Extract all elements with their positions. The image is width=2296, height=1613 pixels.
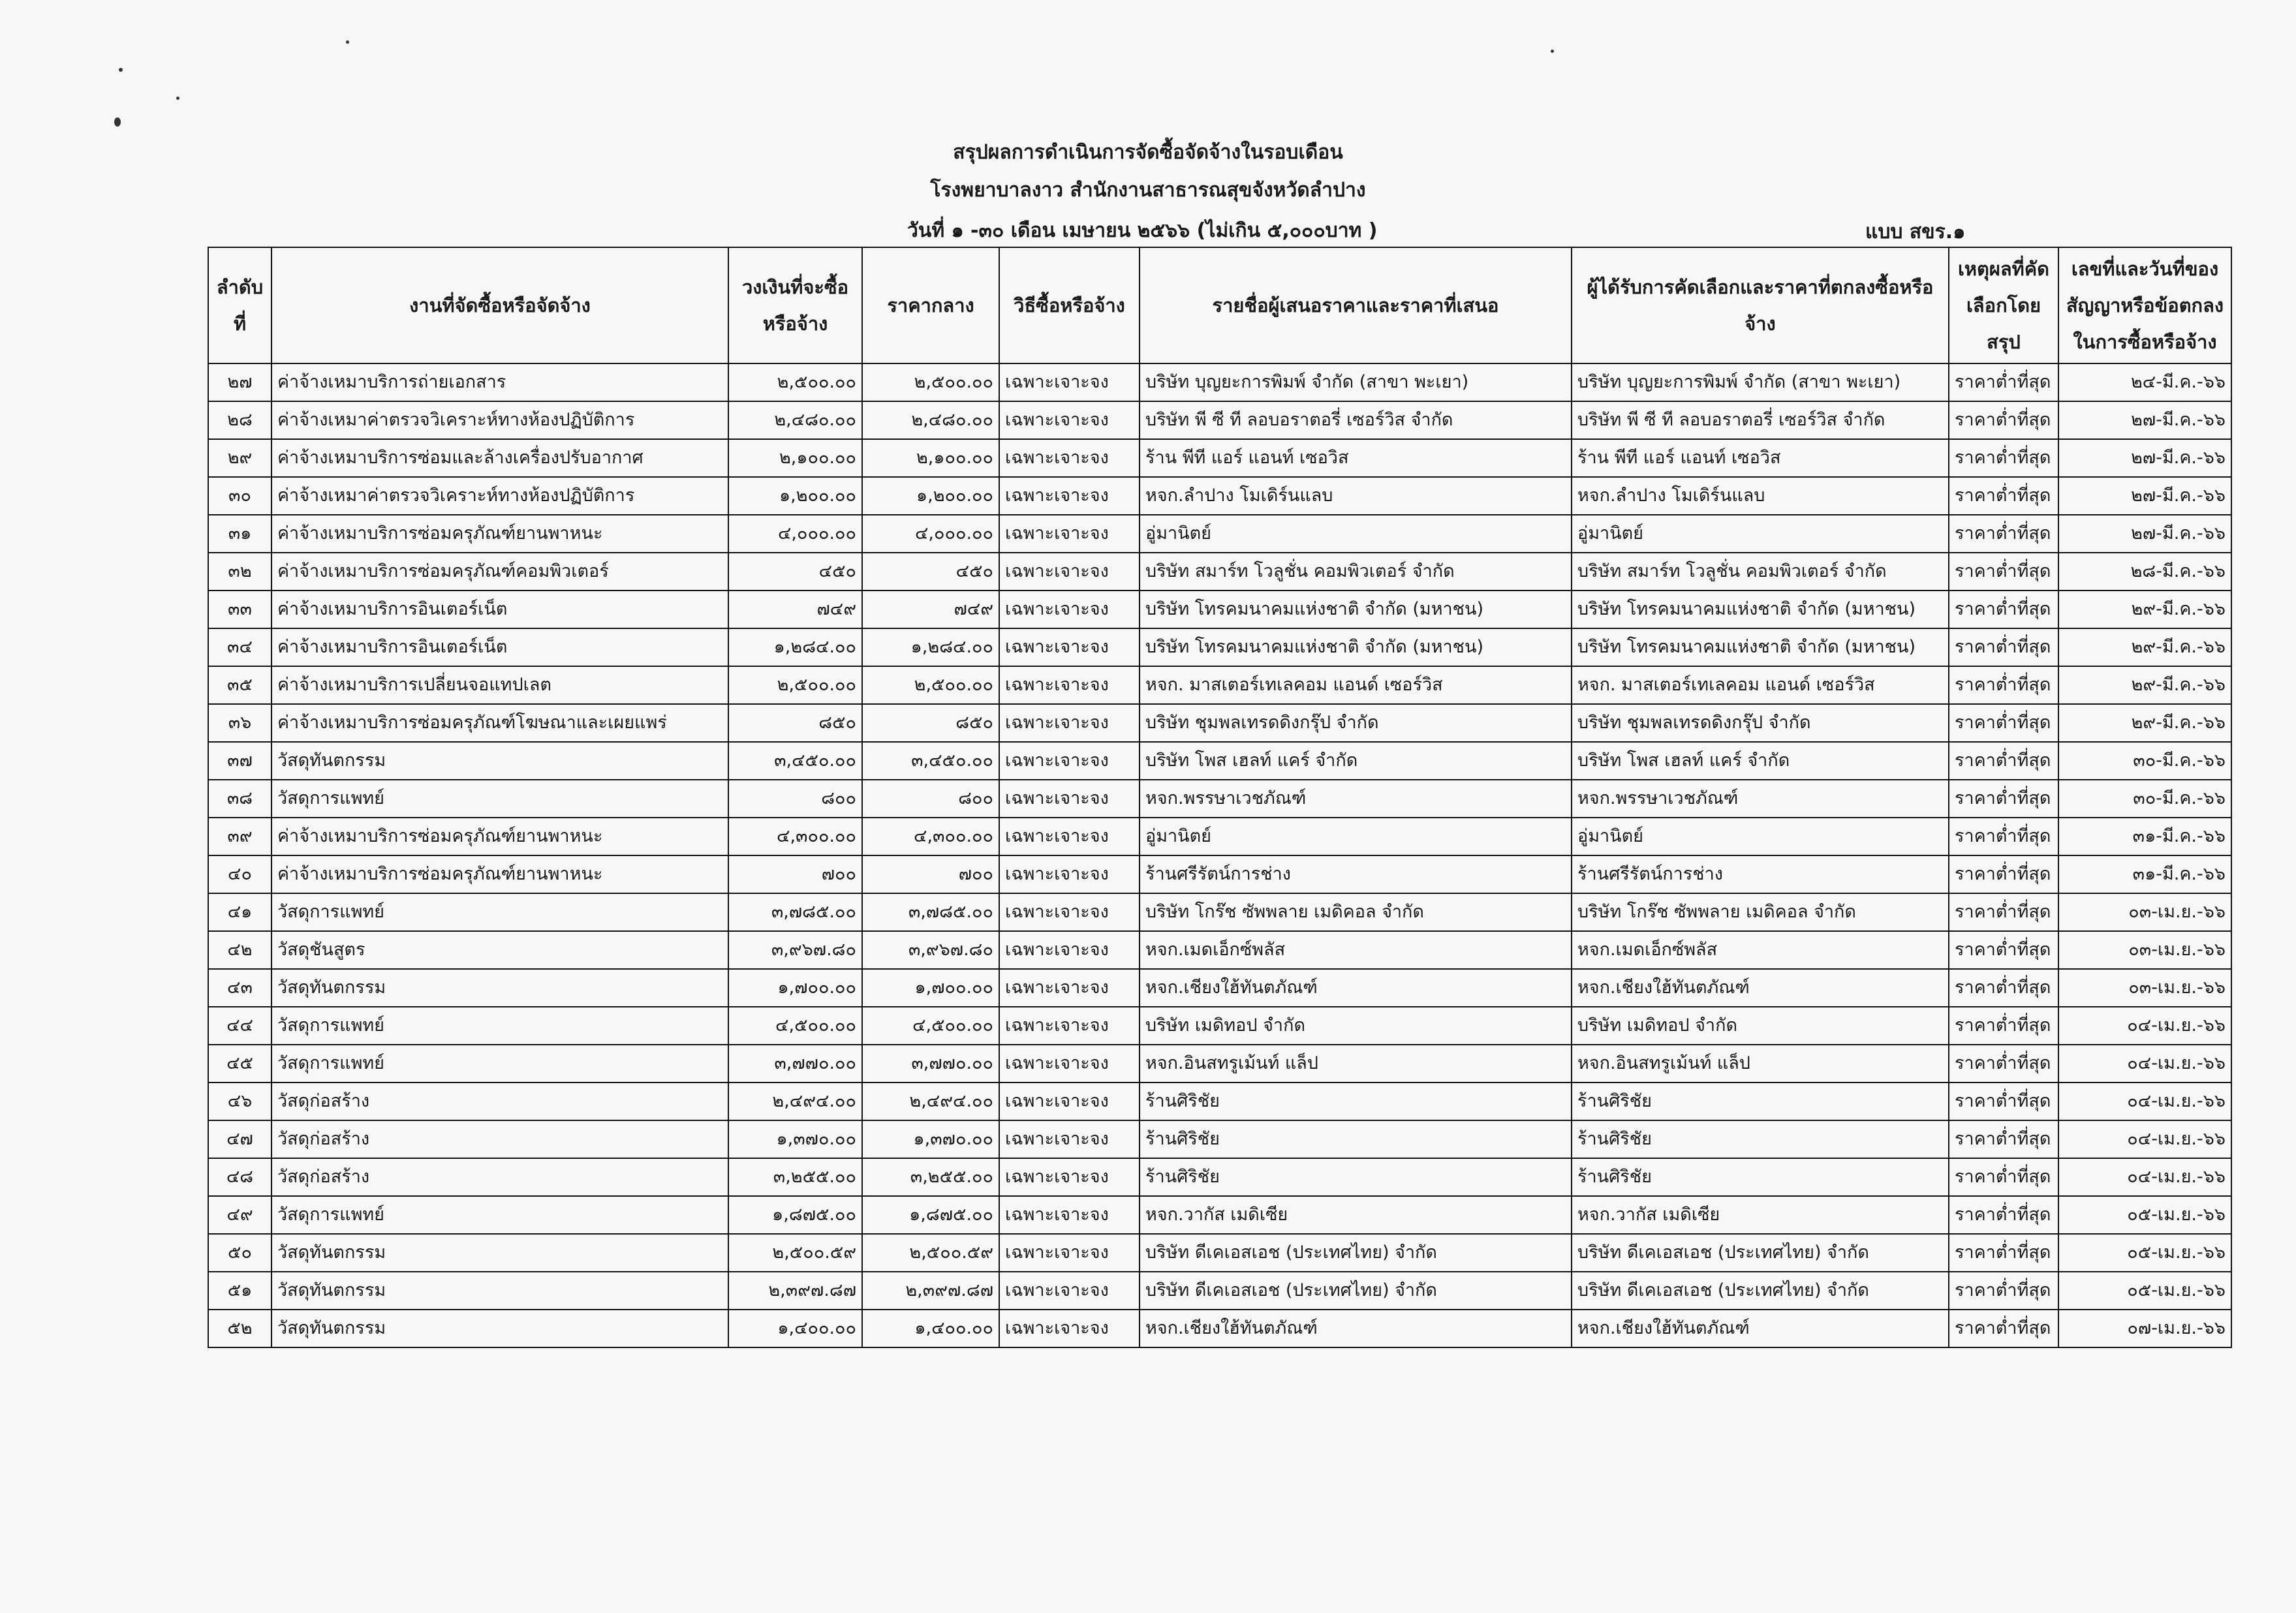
column-header: ราคากลาง <box>862 247 999 363</box>
selection-reason: ราคาต่ำที่สุด <box>1949 1158 2058 1196</box>
procurement-item: วัสดุก่อสร้าง <box>271 1120 728 1158</box>
table-row <box>208 515 2231 553</box>
row-number: ๓๒ <box>208 553 271 591</box>
selected-vendor-and-price: ร้านศิริชัย <box>1572 1158 1949 1196</box>
table-row <box>208 439 2231 477</box>
period-line: วันที่ ๑ -๓๐ เดือน เมษายน ๒๕๖๖ (ไม่เกิน ๕,๐๐๐บาท ) <box>907 219 1378 242</box>
contract-number-date: ๐๔-เม.ย.-๖๖ <box>2058 1007 2231 1045</box>
table-row <box>208 893 2231 931</box>
selected-vendor-and-price: หจก. มาสเตอร์เทเลคอม แอนด์ เซอร์วิส <box>1572 666 1949 704</box>
column-header: งานที่จัดซื้อหรือจัดจ้าง <box>271 247 728 363</box>
column-header: เลขที่และวันที่ของสัญญาหรือข้อตกลงในการซื้อหรือจ้าง <box>2058 247 2231 363</box>
row-number: ๔๗ <box>208 1120 271 1158</box>
table-row <box>208 553 2231 591</box>
reference-price: ๑,๒๘๔.๐๐ <box>862 628 999 666</box>
contract-number-date: ๐๗-เม.ย.-๖๖ <box>2058 1310 2231 1347</box>
bidders-and-prices: บริษัท ชุมพลเทรดดิงกรุ๊ป จำกัด <box>1140 704 1572 742</box>
column-header: เหตุผลที่คัดเลือกโดยสรุป <box>1949 247 2058 363</box>
bidders-and-prices: บริษัท โกร๊ช ซัพพลาย เมดิคอล จำกัด <box>1140 893 1572 931</box>
procurement-item: วัสดุการแพทย์ <box>271 1045 728 1083</box>
procurement-method: เฉพาะเจาะจง <box>999 931 1140 969</box>
bidders-and-prices: บริษัท ดีเคเอสเอช (ประเทศไทย) จำกัด <box>1140 1272 1572 1310</box>
procurement-method: เฉพาะเจาะจง <box>999 1272 1140 1310</box>
budget-amount: ๓,๗๗๐.๐๐ <box>728 1045 862 1083</box>
selection-reason: ราคาต่ำที่สุด <box>1949 1234 2058 1272</box>
contract-number-date: ๒๔-มี.ค.-๖๖ <box>2058 363 2231 401</box>
reference-price: ๗๔๙ <box>862 591 999 628</box>
procurement-item: วัสดุการแพทย์ <box>271 893 728 931</box>
selected-vendor-and-price: หจก.พรรษาเวชภัณฑ์ <box>1572 780 1949 818</box>
bidders-and-prices: ร้านศิริชัย <box>1140 1158 1572 1196</box>
organization-line: โรงพยาบาลงาว สำนักงานสาธารณสุขจังหวัดลำปาง <box>930 179 1366 202</box>
row-number: ๔๑ <box>208 893 271 931</box>
contract-number-date: ๓๐-มี.ค.-๖๖ <box>2058 780 2231 818</box>
table-row <box>208 780 2231 818</box>
contract-number-date: ๒๙-มี.ค.-๖๖ <box>2058 666 2231 704</box>
row-number: ๓๙ <box>208 818 271 855</box>
procurement-method: เฉพาะเจาะจง <box>999 1196 1140 1234</box>
procurement-method: เฉพาะเจาะจง <box>999 1083 1140 1120</box>
procurement-method: เฉพาะเจาะจง <box>999 1120 1140 1158</box>
budget-amount: ๑,๓๗๐.๐๐ <box>728 1120 862 1158</box>
bidders-and-prices: บริษัท เมดิทอป จำกัด <box>1140 1007 1572 1045</box>
procurement-item: วัสดุทันตกรรม <box>271 969 728 1007</box>
procurement-item: วัสดุชันสูตร <box>271 931 728 969</box>
row-number: ๓๐ <box>208 477 271 515</box>
reference-price: ๒,๔๘๐.๐๐ <box>862 401 999 439</box>
table-row <box>208 628 2231 666</box>
selected-vendor-and-price: หจก.อินสทรูเม้นท์ แล็ป <box>1572 1045 1949 1083</box>
table-row <box>208 1272 2231 1310</box>
selected-vendor-and-price: หจก.เชียงใฮ้ทันตภัณฑ์ <box>1572 1310 1949 1347</box>
procurement-method: เฉพาะเจาะจง <box>999 1007 1140 1045</box>
budget-amount: ๘๐๐ <box>728 780 862 818</box>
procurement-method: เฉพาะเจาะจง <box>999 780 1140 818</box>
procurement-item: ค่าจ้างเหมาบริการซ่อมครุภัณฑ์คอมพิวเตอร์ <box>271 553 728 591</box>
selection-reason: ราคาต่ำที่สุด <box>1949 553 2058 591</box>
reference-price: ๓,๒๕๕.๐๐ <box>862 1158 999 1196</box>
bidders-and-prices: บริษัท สมาร์ท โวลูชั่น คอมพิวเตอร์ จำกัด <box>1140 553 1572 591</box>
contract-number-date: ๒๗-มี.ค.-๖๖ <box>2058 515 2231 553</box>
contract-number-date: ๒๙-มี.ค.-๖๖ <box>2058 704 2231 742</box>
reference-price: ๘๐๐ <box>862 780 999 818</box>
reference-price: ๒,๑๐๐.๐๐ <box>862 439 999 477</box>
selected-vendor-and-price: บริษัท โทรคมนาคมแห่งชาติ จำกัด (มหาชน) <box>1572 628 1949 666</box>
selection-reason: ราคาต่ำที่สุด <box>1949 628 2058 666</box>
selected-vendor-and-price: อู่มานิตย์ <box>1572 818 1949 855</box>
selection-reason: ราคาต่ำที่สุด <box>1949 363 2058 401</box>
bidders-and-prices: บริษัท ดีเคเอสเอช (ประเทศไทย) จำกัด <box>1140 1234 1572 1272</box>
budget-amount: ๑,๔๐๐.๐๐ <box>728 1310 862 1347</box>
procurement-method: เฉพาะเจาะจง <box>999 1310 1140 1347</box>
selected-vendor-and-price: หจก.ลำปาง โมเดิร์นแลบ <box>1572 477 1949 515</box>
bidders-and-prices: หจก.ลำปาง โมเดิร์นแลบ <box>1140 477 1572 515</box>
procurement-item: ค่าจ้างเหมาบริการถ่ายเอกสาร <box>271 363 728 401</box>
bidders-and-prices: ร้านศิริชัย <box>1140 1083 1572 1120</box>
selected-vendor-and-price: บริษัท บุญยะการพิมพ์ จำกัด (สาขา พะเยา) <box>1572 363 1949 401</box>
contract-number-date: ๐๕-เม.ย.-๖๖ <box>2058 1196 2231 1234</box>
row-number: ๔๔ <box>208 1007 271 1045</box>
budget-amount: ๓,๔๕๐.๐๐ <box>728 742 862 780</box>
row-number: ๔๖ <box>208 1083 271 1120</box>
selection-reason: ราคาต่ำที่สุด <box>1949 1310 2058 1347</box>
bidders-and-prices: หจก.อินสทรูเม้นท์ แล็ป <box>1140 1045 1572 1083</box>
reference-price: ๓,๗๘๕.๐๐ <box>862 893 999 931</box>
contract-number-date: ๒๗-มี.ค.-๖๖ <box>2058 401 2231 439</box>
reference-price: ๒,๔๙๔.๐๐ <box>862 1083 999 1120</box>
selected-vendor-and-price: บริษัท ดีเคเอสเอช (ประเทศไทย) จำกัด <box>1572 1272 1949 1310</box>
selection-reason: ราคาต่ำที่สุด <box>1949 1045 2058 1083</box>
selected-vendor-and-price: บริษัท โทรคมนาคมแห่งชาติ จำกัด (มหาชน) <box>1572 591 1949 628</box>
selection-reason: ราคาต่ำที่สุด <box>1949 666 2058 704</box>
row-number: ๒๘ <box>208 401 271 439</box>
reference-price: ๗๐๐ <box>862 855 999 893</box>
bidders-and-prices: หจก.เชียงใฮ้ทันตภัณฑ์ <box>1140 1310 1572 1347</box>
selected-vendor-and-price: หจก.เชียงใฮ้ทันตภัณฑ์ <box>1572 969 1949 1007</box>
contract-number-date: ๐๔-เม.ย.-๖๖ <box>2058 1120 2231 1158</box>
contract-number-date: ๐๓-เม.ย.-๖๖ <box>2058 969 2231 1007</box>
scan-speck <box>176 97 179 100</box>
table-row <box>208 1120 2231 1158</box>
scan-speck <box>114 117 121 127</box>
reference-price: ๔๕๐ <box>862 553 999 591</box>
procurement-method: เฉพาะเจาะจง <box>999 515 1140 553</box>
bidders-and-prices: อู่มานิตย์ <box>1140 818 1572 855</box>
selected-vendor-and-price: ร้านศิริชัย <box>1572 1120 1949 1158</box>
scan-speck <box>346 40 349 44</box>
procurement-method: เฉพาะเจาะจง <box>999 553 1140 591</box>
selected-vendor-and-price: ร้านศรีรัตน์การช่าง <box>1572 855 1949 893</box>
procurement-method: เฉพาะเจาะจง <box>999 477 1140 515</box>
table-header-row <box>208 247 2231 363</box>
procurement-method: เฉพาะเจาะจง <box>999 439 1140 477</box>
budget-amount: ๒,๔๙๔.๐๐ <box>728 1083 862 1120</box>
selection-reason: ราคาต่ำที่สุด <box>1949 515 2058 553</box>
row-number: ๕๐ <box>208 1234 271 1272</box>
table-row <box>208 666 2231 704</box>
procurement-item: วัสดุทันตกรรม <box>271 1272 728 1310</box>
procurement-method: เฉพาะเจาะจง <box>999 969 1140 1007</box>
procurement-item: วัสดุก่อสร้าง <box>271 1158 728 1196</box>
table-body <box>208 363 2231 1347</box>
row-number: ๕๒ <box>208 1310 271 1347</box>
procurement-item: ค่าจ้างเหมาค่าตรวจวิเคราะห์ทางห้องปฏิบัติการ <box>271 401 728 439</box>
table-row <box>208 818 2231 855</box>
row-number: ๔๙ <box>208 1196 271 1234</box>
selection-reason: ราคาต่ำที่สุด <box>1949 969 2058 1007</box>
table-row <box>208 363 2231 401</box>
procurement-method: เฉพาะเจาะจง <box>999 742 1140 780</box>
form-code: แบบ สขร.๑ <box>1865 221 1966 243</box>
row-number: ๓๗ <box>208 742 271 780</box>
procurement-method: เฉพาะเจาะจง <box>999 704 1140 742</box>
table-row <box>208 401 2231 439</box>
selected-vendor-and-price: ร้านศิริชัย <box>1572 1083 1949 1120</box>
procurement-item: วัสดุการแพทย์ <box>271 1007 728 1045</box>
bidders-and-prices: อู่มานิตย์ <box>1140 515 1572 553</box>
procurement-method: เฉพาะเจาะจง <box>999 818 1140 855</box>
budget-amount: ๑,๗๐๐.๐๐ <box>728 969 862 1007</box>
selected-vendor-and-price: ร้าน พีที แอร์ แอนท์ เซอวิส <box>1572 439 1949 477</box>
selected-vendor-and-price: บริษัท ชุมพลเทรดดิงกรุ๊ป จำกัด <box>1572 704 1949 742</box>
row-number: ๔๕ <box>208 1045 271 1083</box>
procurement-method: เฉพาะเจาะจง <box>999 666 1140 704</box>
selected-vendor-and-price: บริษัท โกร๊ช ซัพพลาย เมดิคอล จำกัด <box>1572 893 1949 931</box>
selected-vendor-and-price: บริษัท ดีเคเอสเอช (ประเทศไทย) จำกัด <box>1572 1234 1949 1272</box>
bidders-and-prices: ร้านศิริชัย <box>1140 1120 1572 1158</box>
selection-reason: ราคาต่ำที่สุด <box>1949 401 2058 439</box>
bidders-and-prices: หจก. มาสเตอร์เทเลคอม แอนด์ เซอร์วิส <box>1140 666 1572 704</box>
procurement-item: ค่าจ้างเหมาบริการอินเตอร์เน็ต <box>271 591 728 628</box>
table-row <box>208 855 2231 893</box>
table-row <box>208 1158 2231 1196</box>
contract-number-date: ๓๐-มี.ค.-๖๖ <box>2058 742 2231 780</box>
bidders-and-prices: บริษัท โทรคมนาคมแห่งชาติ จำกัด (มหาชน) <box>1140 628 1572 666</box>
report-title: สรุปผลการดำเนินการจัดซื้อจัดจ้างในรอบเดือน <box>953 141 1343 164</box>
table-row <box>208 742 2231 780</box>
selected-vendor-and-price: หจก.วากัส เมดิเซีย <box>1572 1196 1949 1234</box>
budget-amount: ๑,๘๗๕.๐๐ <box>728 1196 862 1234</box>
column-header: วงเงินที่จะซื้อหรือจ้าง <box>728 247 862 363</box>
procurement-item: วัสดุการแพทย์ <box>271 780 728 818</box>
selection-reason: ราคาต่ำที่สุด <box>1949 1083 2058 1120</box>
reference-price: ๓,๙๖๗.๘๐ <box>862 931 999 969</box>
row-number: ๕๑ <box>208 1272 271 1310</box>
contract-number-date: ๒๗-มี.ค.-๖๖ <box>2058 477 2231 515</box>
contract-number-date: ๐๓-เม.ย.-๖๖ <box>2058 931 2231 969</box>
contract-number-date: ๒๘-มี.ค.-๖๖ <box>2058 553 2231 591</box>
row-number: ๔๒ <box>208 931 271 969</box>
bidders-and-prices: หจก.เมดเอ็กซ์พลัส <box>1140 931 1572 969</box>
reference-price: ๔,๕๐๐.๐๐ <box>862 1007 999 1045</box>
table-row <box>208 1045 2231 1083</box>
procurement-method: เฉพาะเจาะจง <box>999 628 1140 666</box>
budget-amount: ๔๕๐ <box>728 553 862 591</box>
row-number: ๔๓ <box>208 969 271 1007</box>
procurement-item: ค่าจ้างเหมาบริการเปลี่ยนจอแทปเลต <box>271 666 728 704</box>
table-row <box>208 1234 2231 1272</box>
procurement-item: ค่าจ้างเหมาบริการซ่อมและล้างเครื่องปรับอากาศ <box>271 439 728 477</box>
row-number: ๔๐ <box>208 855 271 893</box>
budget-amount: ๒,๕๐๐.๕๙ <box>728 1234 862 1272</box>
procurement-item: ค่าจ้างเหมาบริการอินเตอร์เน็ต <box>271 628 728 666</box>
reference-price: ๒,๕๐๐.๐๐ <box>862 363 999 401</box>
selected-vendor-and-price: หจก.เมดเอ็กซ์พลัส <box>1572 931 1949 969</box>
contract-number-date: ๐๔-เม.ย.-๖๖ <box>2058 1158 2231 1196</box>
contract-number-date: ๐๕-เม.ย.-๖๖ <box>2058 1234 2231 1272</box>
column-header: วิธีซื้อหรือจ้าง <box>999 247 1140 363</box>
selection-reason: ราคาต่ำที่สุด <box>1949 1196 2058 1234</box>
contract-number-date: ๒๙-มี.ค.-๖๖ <box>2058 591 2231 628</box>
selected-vendor-and-price: บริษัท โพส เฮลท์ แคร์ จำกัด <box>1572 742 1949 780</box>
table-row <box>208 931 2231 969</box>
reference-price: ๔,๐๐๐.๐๐ <box>862 515 999 553</box>
procurement-item: วัสดุก่อสร้าง <box>271 1083 728 1120</box>
reference-price: ๑,๘๗๕.๐๐ <box>862 1196 999 1234</box>
selection-reason: ราคาต่ำที่สุด <box>1949 780 2058 818</box>
reference-price: ๒,๓๙๗.๘๗ <box>862 1272 999 1310</box>
selection-reason: ราคาต่ำที่สุด <box>1949 704 2058 742</box>
procurement-method: เฉพาะเจาะจง <box>999 591 1140 628</box>
budget-amount: ๘๕๐ <box>728 704 862 742</box>
budget-amount: ๗๔๙ <box>728 591 862 628</box>
reference-price: ๔,๓๐๐.๐๐ <box>862 818 999 855</box>
table-row <box>208 704 2231 742</box>
contract-number-date: ๐๕-เม.ย.-๖๖ <box>2058 1272 2231 1310</box>
selection-reason: ราคาต่ำที่สุด <box>1949 1272 2058 1310</box>
table-row <box>208 1196 2231 1234</box>
column-header: ผู้ได้รับการคัดเลือกและราคาที่ตกลงซื้อหรือจ้าง <box>1572 247 1949 363</box>
procurement-item: วัสดุทันตกรรม <box>271 1310 728 1347</box>
contract-number-date: ๒๗-มี.ค.-๖๖ <box>2058 439 2231 477</box>
budget-amount: ๔,๓๐๐.๐๐ <box>728 818 862 855</box>
procurement-method: เฉพาะเจาะจง <box>999 893 1140 931</box>
table-row <box>208 477 2231 515</box>
reference-price: ๘๕๐ <box>862 704 999 742</box>
procurement-item: ค่าจ้างเหมาบริการซ่อมครุภัณฑ์โฆษณาและเผยแพร่ <box>271 704 728 742</box>
procurement-method: เฉพาะเจาะจง <box>999 1158 1140 1196</box>
budget-amount: ๓,๒๕๕.๐๐ <box>728 1158 862 1196</box>
procurement-method: เฉพาะเจาะจง <box>999 1234 1140 1272</box>
selection-reason: ราคาต่ำที่สุด <box>1949 855 2058 893</box>
procurement-table <box>208 247 2232 1348</box>
procurement-item: ค่าจ้างเหมาบริการซ่อมครุภัณฑ์ยานพาหนะ <box>271 855 728 893</box>
selection-reason: ราคาต่ำที่สุด <box>1949 931 2058 969</box>
row-number: ๓๘ <box>208 780 271 818</box>
procurement-item: ค่าจ้างเหมาบริการซ่อมครุภัณฑ์ยานพาหนะ <box>271 515 728 553</box>
selection-reason: ราคาต่ำที่สุด <box>1949 1120 2058 1158</box>
reference-price: ๓,๔๕๐.๐๐ <box>862 742 999 780</box>
row-number: ๒๙ <box>208 439 271 477</box>
selection-reason: ราคาต่ำที่สุด <box>1949 742 2058 780</box>
procurement-method: เฉพาะเจาะจง <box>999 401 1140 439</box>
bidders-and-prices: บริษัท โพส เฮลท์ แคร์ จำกัด <box>1140 742 1572 780</box>
bidders-and-prices: ร้าน พีที แอร์ แอนท์ เซอวิส <box>1140 439 1572 477</box>
bidders-and-prices: บริษัท โทรคมนาคมแห่งชาติ จำกัด (มหาชน) <box>1140 591 1572 628</box>
budget-amount: ๒,๓๙๗.๘๗ <box>728 1272 862 1310</box>
row-number: ๓๔ <box>208 628 271 666</box>
contract-number-date: ๐๔-เม.ย.-๖๖ <box>2058 1045 2231 1083</box>
selection-reason: ราคาต่ำที่สุด <box>1949 818 2058 855</box>
table-row <box>208 591 2231 628</box>
budget-amount: ๒,๕๐๐.๐๐ <box>728 363 862 401</box>
table-row <box>208 1007 2231 1045</box>
contract-number-date: ๓๑-มี.ค.-๖๖ <box>2058 855 2231 893</box>
row-number: ๓๓ <box>208 591 271 628</box>
contract-number-date: ๐๓-เม.ย.-๖๖ <box>2058 893 2231 931</box>
procurement-item: วัสดุทันตกรรม <box>271 742 728 780</box>
bidders-and-prices: ร้านศรีรัตน์การช่าง <box>1140 855 1572 893</box>
reference-price: ๓,๗๗๐.๐๐ <box>862 1045 999 1083</box>
selected-vendor-and-price: บริษัท สมาร์ท โวลูชั่น คอมพิวเตอร์ จำกัด <box>1572 553 1949 591</box>
budget-amount: ๓,๗๘๕.๐๐ <box>728 893 862 931</box>
selection-reason: ราคาต่ำที่สุด <box>1949 1007 2058 1045</box>
procurement-method: เฉพาะเจาะจง <box>999 363 1140 401</box>
reference-price: ๑,๗๐๐.๐๐ <box>862 969 999 1007</box>
bidders-and-prices: บริษัท บุญยะการพิมพ์ จำกัด (สาขา พะเยา) <box>1140 363 1572 401</box>
contract-number-date: ๒๙-มี.ค.-๖๖ <box>2058 628 2231 666</box>
budget-amount: ๑,๒๐๐.๐๐ <box>728 477 862 515</box>
selection-reason: ราคาต่ำที่สุด <box>1949 439 2058 477</box>
column-header: ลำดับที่ <box>208 247 271 363</box>
budget-amount: ๒,๑๐๐.๐๐ <box>728 439 862 477</box>
column-header: รายชื่อผู้เสนอราคาและราคาที่เสนอ <box>1140 247 1572 363</box>
contract-number-date: ๓๑-มี.ค.-๖๖ <box>2058 818 2231 855</box>
row-number: ๓๑ <box>208 515 271 553</box>
bidders-and-prices: หจก.วากัส เมดิเซีย <box>1140 1196 1572 1234</box>
contract-number-date: ๐๔-เม.ย.-๖๖ <box>2058 1083 2231 1120</box>
reference-price: ๒,๕๐๐.๐๐ <box>862 666 999 704</box>
row-number: ๓๖ <box>208 704 271 742</box>
procurement-method: เฉพาะเจาะจง <box>999 855 1140 893</box>
reference-price: ๒,๕๐๐.๕๙ <box>862 1234 999 1272</box>
selected-vendor-and-price: บริษัท พี ซี ที ลอบอราตอรี่ เซอร์วิส จำกัด <box>1572 401 1949 439</box>
budget-amount: ๑,๒๘๔.๐๐ <box>728 628 862 666</box>
row-number: ๒๗ <box>208 363 271 401</box>
budget-amount: ๒,๕๐๐.๐๐ <box>728 666 862 704</box>
scan-speck <box>119 68 123 72</box>
procurement-method: เฉพาะเจาะจง <box>999 1045 1140 1083</box>
reference-price: ๑,๔๐๐.๐๐ <box>862 1310 999 1347</box>
reference-price: ๑,๒๐๐.๐๐ <box>862 477 999 515</box>
budget-amount: ๔,๕๐๐.๐๐ <box>728 1007 862 1045</box>
procurement-item: ค่าจ้างเหมาค่าตรวจวิเคราะห์ทางห้องปฏิบัติการ <box>271 477 728 515</box>
selection-reason: ราคาต่ำที่สุด <box>1949 591 2058 628</box>
selected-vendor-and-price: บริษัท เมดิทอป จำกัด <box>1572 1007 1949 1045</box>
budget-amount: ๒,๔๘๐.๐๐ <box>728 401 862 439</box>
budget-amount: ๗๐๐ <box>728 855 862 893</box>
scan-speck <box>1551 50 1554 53</box>
bidders-and-prices: หจก.เชียงใฮ้ทันตภัณฑ์ <box>1140 969 1572 1007</box>
table-row <box>208 1310 2231 1347</box>
selection-reason: ราคาต่ำที่สุด <box>1949 893 2058 931</box>
procurement-item: วัสดุการแพทย์ <box>271 1196 728 1234</box>
row-number: ๓๕ <box>208 666 271 704</box>
selection-reason: ราคาต่ำที่สุด <box>1949 477 2058 515</box>
reference-price: ๑,๓๗๐.๐๐ <box>862 1120 999 1158</box>
bidders-and-prices: บริษัท พี ซี ที ลอบอราตอรี่ เซอร์วิส จำกัด <box>1140 401 1572 439</box>
table-row <box>208 1083 2231 1120</box>
row-number: ๔๘ <box>208 1158 271 1196</box>
budget-amount: ๔,๐๐๐.๐๐ <box>728 515 862 553</box>
table-row <box>208 969 2231 1007</box>
procurement-item: วัสดุทันตกรรม <box>271 1234 728 1272</box>
procurement-item: ค่าจ้างเหมาบริการซ่อมครุภัณฑ์ยานพาหนะ <box>271 818 728 855</box>
bidders-and-prices: หจก.พรรษาเวชภัณฑ์ <box>1140 780 1572 818</box>
budget-amount: ๓,๙๖๗.๘๐ <box>728 931 862 969</box>
selected-vendor-and-price: อู่มานิตย์ <box>1572 515 1949 553</box>
